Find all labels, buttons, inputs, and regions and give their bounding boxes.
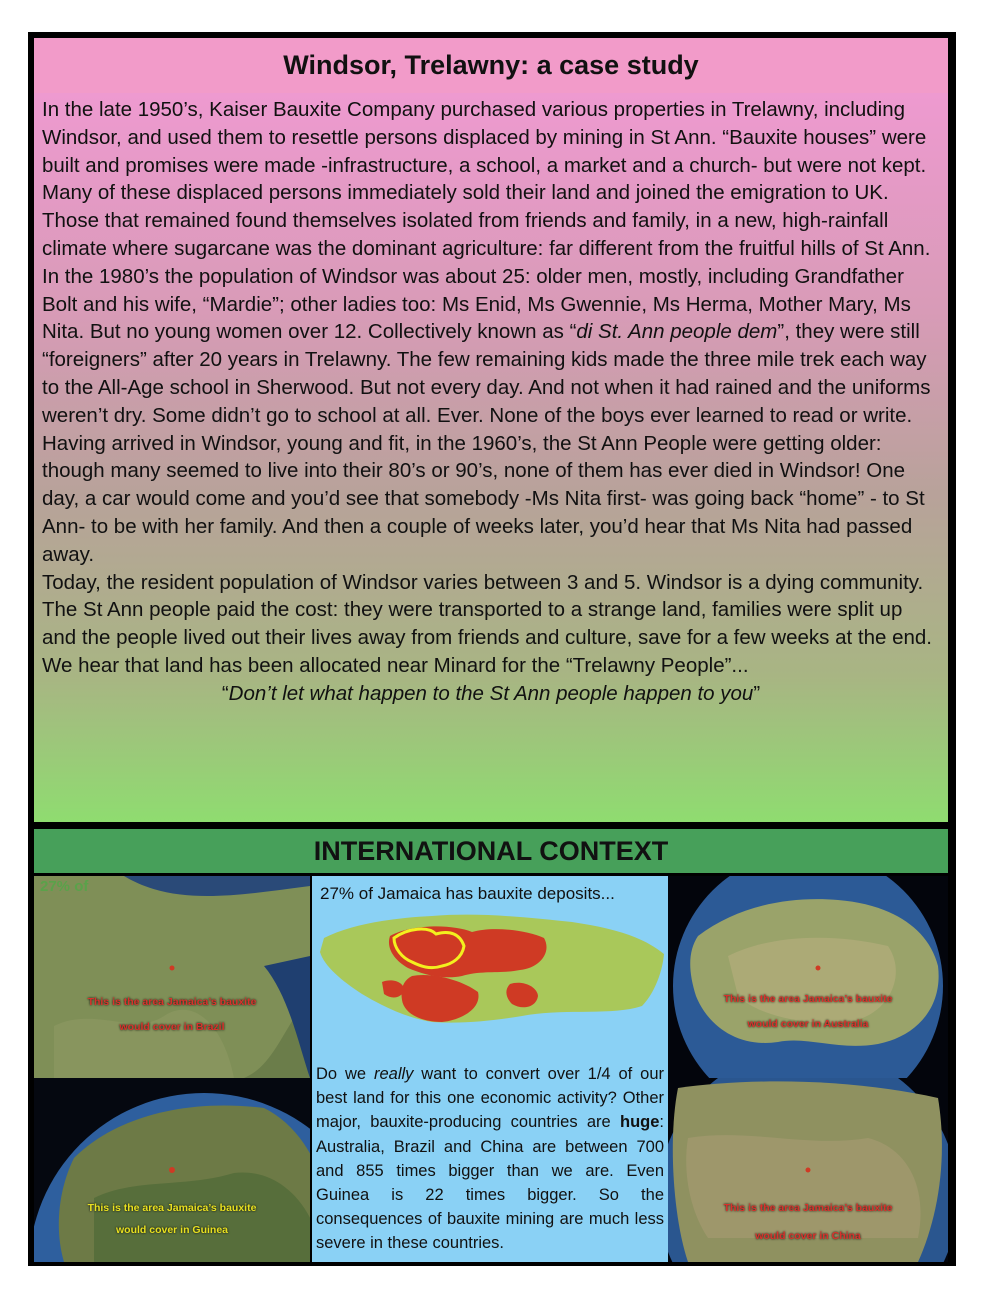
- paragraph-5: The St Ann people paid the cost: they were transported to a strange land, families were split up and the people lived out their lives away from friends and culture, save for a few weeks at the end.: [42, 598, 932, 650]
- australia-label-1: This is the area Jamaica’s bauxite: [723, 993, 893, 1005]
- china-label-2: would cover in China: [755, 1230, 861, 1242]
- context-text: Do we really want to convert over 1/4 of our best land for this one economic activity? Other major, bauxite-producing countries are huge: Australia, Brazil and China are between 700 and 855 times bigger than we are. Even Guinea is 22 times bigger. So the consequences of bauxite mining are much less severe in these countries.: [316, 1065, 664, 1253]
- paragraph-4: Today, the resident population of Windsor varies between 3 and 5. Windsor is a dying community.: [42, 570, 924, 594]
- jamaica-map-panel: [312, 876, 668, 1060]
- guinea-label-2: would cover in Guinea: [115, 1224, 229, 1236]
- closing-quote: “Don’t let what happen to the St Ann people happen to you”: [221, 681, 761, 705]
- brazil-label-2: would cover in Brazil: [119, 1021, 225, 1033]
- bauxite-area-marker: [806, 1168, 811, 1173]
- page-title: Windsor, Trelawny: a case study: [34, 38, 948, 94]
- guinea-map: [34, 1078, 310, 1262]
- australia-label-2: would cover in Australia: [747, 1018, 869, 1030]
- china-label-1: This is the area Jamaica’s bauxite: [723, 1202, 893, 1214]
- paragraph-1: In the late 1950’s, Kaiser Bauxite Company purchased various properties in Trelawny, including Windsor, and used them to resettle persons displaced by mining in St Ann. “Bauxite houses” were built and promises were made -infrastructure, a school, a market and a church- but were not kept. Many of these displaced persons immediately sold their land and joined the emigration to UK. Those that remained found themselves isolated from friends and family, in a new, high-rainfall climate where sugarcane was the dominant agriculture: far different from the fruitful hills of St Ann.: [42, 98, 931, 260]
- china-map: [668, 1078, 948, 1262]
- brazil-map: [34, 876, 310, 1078]
- brazil-globe-image: [34, 876, 310, 1078]
- context-text-panel: [312, 1060, 668, 1262]
- paragraph-6: We hear that land has been allocated near Minard for the “Trelawny People”...: [42, 653, 749, 677]
- bauxite-area-marker: [170, 966, 175, 971]
- australia-globe-image: [668, 876, 948, 1078]
- jamaica-map: [312, 876, 668, 1060]
- international-context-heading: INTERNATIONAL CONTEXT: [34, 829, 948, 873]
- jamaica-caption: 27% of Jamaica has bauxite deposits...: [320, 884, 615, 903]
- guinea-label-1: This is the area Jamaica’s bauxite: [87, 1202, 257, 1214]
- bauxite-area-marker: [816, 966, 821, 971]
- paragraph-2: In the 1980’s the population of Windsor was about 25: older men, mostly, including Grandfather Bolt and his wife, “Mardie”; other ladies too: Ms Enid, Ms Gwennie, Ms Herma, Mother Mary, Ms Nita. But no young women over 12. Collectively known as “di St. Ann people dem”, they were still “foreigners” after 20 years in Trelawny. The few remaining kids made the three mile trek each way to the All-Age school in Sherwood. But not every day. And not when it had rained and the uniforms weren’t dry. Some didn’t go to school at all. Ever. None of the boys ever learned to read or write.: [42, 264, 931, 427]
- bauxite-area-marker: [169, 1167, 175, 1173]
- brazil-label-1: This is the area Jamaica’s bauxite: [87, 996, 257, 1008]
- paragraph-3: Having arrived in Windsor, young and fit, in the 1960’s, the St Ann People were getting older: though many seemed to live into their 80’s or 90’s, none of them has ever died in Windsor! One day, a car would come and you’d see that somebody -Ms Nita first- was going back “home” - to St Ann- to be with her family. And then a couple of weeks later, you’d hear that Ms Nita had passed away.: [42, 431, 925, 566]
- overlay-text: 27% of: [40, 878, 89, 895]
- australia-map: [668, 876, 948, 1078]
- case-study-text: [34, 93, 948, 822]
